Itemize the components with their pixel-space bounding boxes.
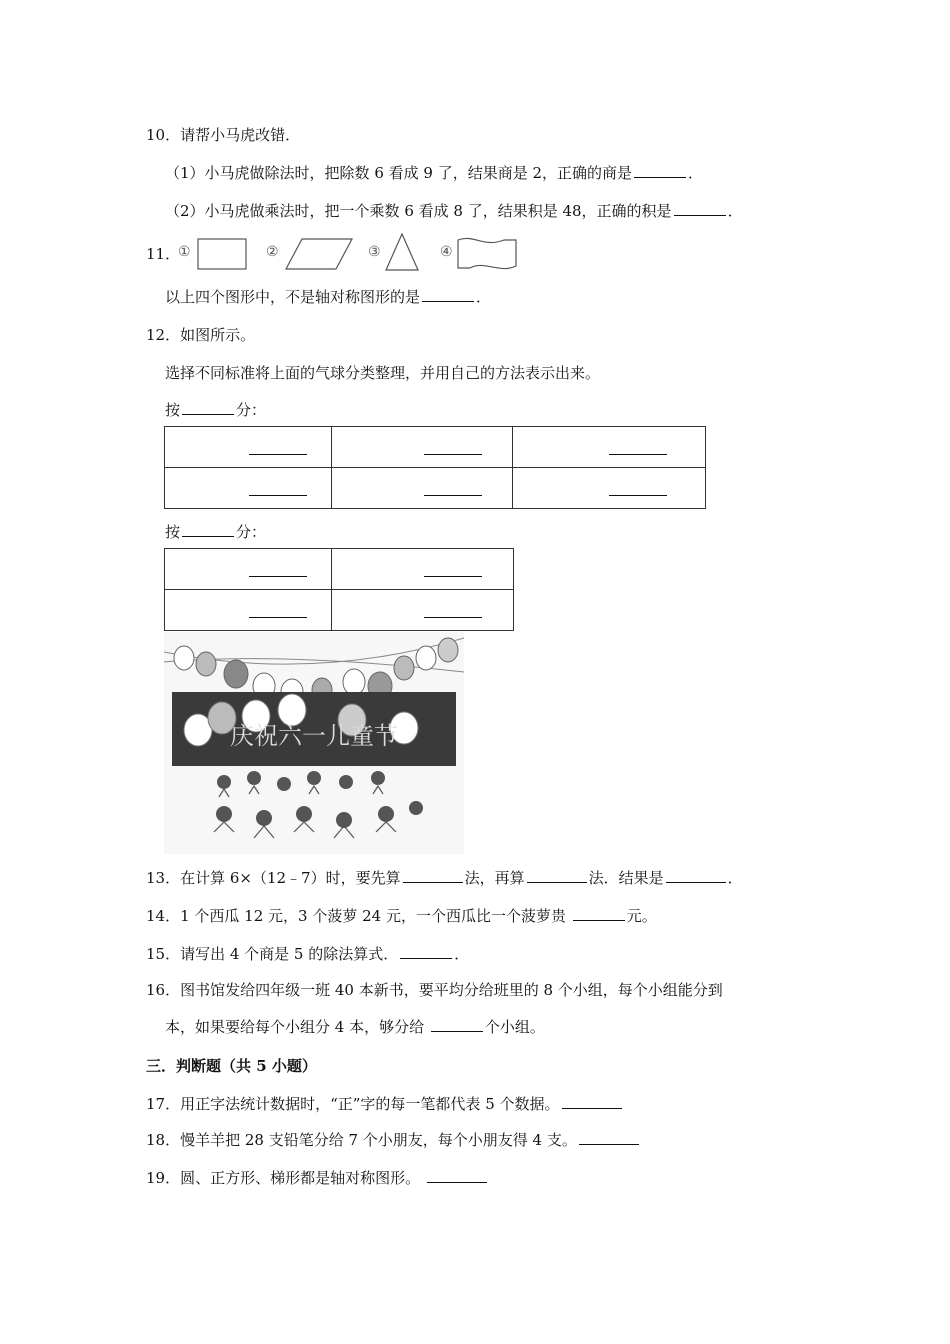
q10-part2-end: ． [727,202,743,220]
answer-blank[interactable] [562,1094,622,1109]
q16-text-b: 个小组。 [484,1018,545,1036]
q13 [146,867,743,888]
q19 [146,1167,489,1188]
q10-part2 [165,200,743,221]
answer-blank[interactable] [400,944,452,959]
q14-text: 14．1 个西瓜 12 元，3 个菠萝 24 元，一个西瓜比一个菠萝贵 [146,907,571,925]
q12-by-label-2 [165,521,266,542]
classification-table-2 [164,548,514,631]
by-suffix: 分： [236,401,267,419]
banner-text: 庆祝六一儿童节 [230,722,398,750]
table-cell[interactable] [332,549,514,590]
marker-4: ④ [440,244,453,260]
table-cell[interactable] [165,549,332,590]
q10-part1-end: ． [688,164,704,182]
q17 [146,1093,624,1114]
q10-title: 10．请帮小马虎改错． [146,126,301,144]
answer-blank[interactable] [182,400,234,415]
table-row [165,468,706,509]
q11-end: ． [476,288,492,306]
q17-text: 17．用正字法统计数据时，“正”字的每一笔都代表 5 个数据。 [146,1095,560,1113]
answer-blank[interactable] [634,163,686,178]
by-suffix: 分： [236,523,267,541]
answer-blank[interactable] [427,1168,487,1183]
q18-text: 18．慢羊羊把 28 支铅笔分给 7 个小朋友，每个小朋友得 4 支。 [146,1131,577,1149]
table-cell[interactable] [332,590,514,631]
by-prefix: 按 [165,523,181,541]
answer-blank[interactable] [579,1130,639,1145]
q13-text-b: 法，再算 [464,869,525,887]
q13-text-c: 法．结果是 [588,869,664,887]
table-row [165,590,514,631]
q11-question [165,286,491,307]
q14 [146,905,657,926]
table-cell[interactable] [165,427,332,468]
q15-text: 15．请写出 4 个商是 5 的除法算式． [146,945,399,963]
q15 [146,943,469,964]
by-prefix: 按 [165,401,181,419]
q12-instruction: 选择不同标准将上面的气球分类整理，并用自己的方法表示出来。 [165,364,601,382]
q11-shapes [176,234,516,274]
q11-text: 以上四个图形中，不是轴对称图形的是 [165,288,421,306]
q15-end: ． [454,945,470,963]
table-cell[interactable] [513,468,706,509]
answer-blank[interactable] [403,868,463,883]
table-cell[interactable] [165,468,332,509]
q10-part1 [165,162,703,183]
q13-text-a: 13．在计算 6×（12﹣7）时，要先算 [146,869,401,887]
answer-blank[interactable] [422,287,474,302]
answer-blank[interactable] [431,1017,483,1032]
q13-end: ． [727,869,743,887]
marker-2: ② [266,244,279,260]
table-row [165,427,706,468]
answer-blank[interactable] [674,201,726,216]
q10-part1-text: （1）小马虎做除法时，把除数 6 看成 9 了，结果商是 2，正确的商是 [165,164,633,182]
classification-table-1 [164,426,706,509]
answer-blank[interactable] [527,868,587,883]
answer-blank[interactable] [573,906,625,921]
q11-number: 11． [146,245,181,263]
rectangle-icon [194,234,254,274]
q12-title: 12．如图所示。 [146,326,256,344]
marker-3: ③ [368,244,381,260]
q10-part2-text: （2）小马虎做乘法时，把一个乘数 6 看成 8 了，结果积是 48，正确的积是 [165,202,672,220]
answer-blank[interactable] [182,522,234,537]
q12-by-label-1 [165,399,266,420]
q14-end: 元。 [626,907,657,925]
parallelogram-icon [280,234,360,274]
q19-text: 19．圆、正方形、梯形都是轴对称图形。 [146,1169,425,1187]
table-cell[interactable] [332,468,513,509]
table-cell[interactable] [165,590,332,631]
q16-text-a: 本，如果要给每个小组分 4 本，够分给 [165,1018,429,1036]
triangle-icon [382,230,422,274]
q16-line2 [165,1016,545,1037]
flag-shape-icon [454,234,524,274]
q18 [146,1129,641,1150]
table-row [165,549,514,590]
answer-blank[interactable] [666,868,726,883]
balloon-party-illustration [164,632,464,854]
table-cell[interactable] [513,427,706,468]
marker-1: ① [178,244,191,260]
section-3-heading: 三．判断题（共 5 小题） [146,1057,317,1075]
table-cell[interactable] [332,427,513,468]
q16-line1: 16．图书馆发给四年级一班 40 本新书，要平均分给班里的 8 个小组，每个小组能分到 [146,981,723,999]
